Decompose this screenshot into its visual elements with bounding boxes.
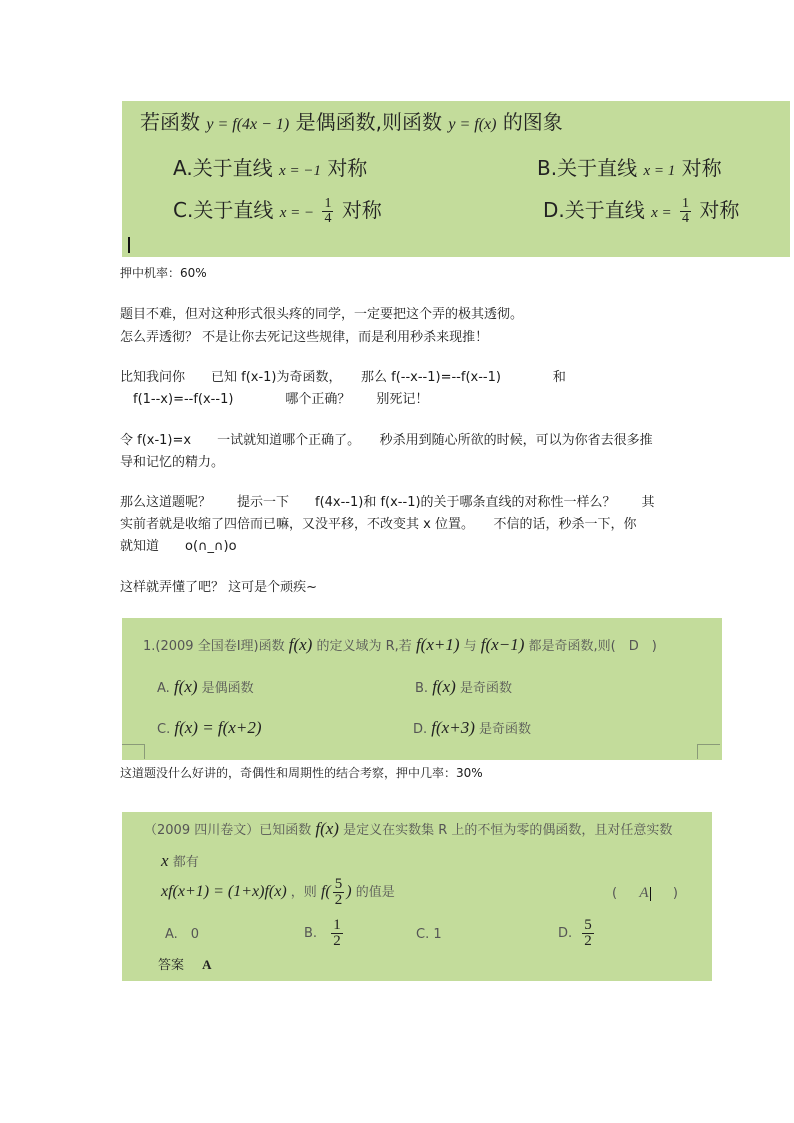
corner-mark-right bbox=[697, 744, 720, 759]
q1-option-c-label: C.关于直线 bbox=[173, 198, 274, 222]
q2-option-b-label: B. bbox=[415, 681, 429, 696]
q3-option-d-fraction bbox=[582, 918, 594, 949]
q1-option-d-post: 对称 bbox=[699, 198, 740, 222]
q2-fx: f(x) bbox=[288, 635, 313, 654]
q1-option-d bbox=[543, 192, 739, 231]
q3-eq: xf(x+1) = (1+x)f(x) bbox=[161, 883, 287, 900]
q3-f-fraction bbox=[333, 877, 345, 908]
q1-stem-expr1: y = f(4x − 1) bbox=[206, 116, 290, 133]
q1-option-d-fraction bbox=[680, 197, 691, 226]
q1-option-b bbox=[537, 154, 722, 185]
note-p4: f(1--x)=--f(x--1) 哪个正确？ 别死记！ bbox=[120, 392, 429, 407]
q1-option-b-expr: x = 1 bbox=[643, 163, 676, 179]
q1-option-b-post: 对称 bbox=[681, 156, 722, 180]
q2-fx1: f(x+1) bbox=[415, 635, 460, 654]
note-p7: 那么这道题呢？ 提示一下 f(4x--1)和 f(x--1)的关于哪条直线的对称性一样么？ 其 bbox=[120, 495, 655, 510]
q2-stem-pre: 1.(2009 全国卷Ⅰ理)函数 bbox=[143, 639, 285, 654]
q1-option-a bbox=[173, 154, 367, 185]
q2-option-a-label: A. bbox=[157, 681, 170, 696]
q1-option-c-den: 4 bbox=[324, 211, 332, 226]
q3-fx: f(x) bbox=[315, 819, 339, 838]
answer-cursor bbox=[650, 887, 651, 901]
q3-option-d-label: D. bbox=[558, 926, 573, 941]
q3-answer-paren bbox=[612, 880, 678, 907]
q3-option-d-den: 2 bbox=[584, 933, 592, 949]
note-p6: 导和记忆的精力。 bbox=[120, 455, 225, 470]
q1-option-d-num: 1 bbox=[682, 196, 690, 211]
q1-option-a-label: A.关于直线 bbox=[173, 156, 273, 180]
q3-line2-post: 都有 bbox=[172, 855, 199, 870]
q2-option-b-post: 是奇函数 bbox=[459, 681, 512, 696]
q2-option-d-post: 是奇函数 bbox=[479, 722, 532, 737]
q1-option-c-num: 1 bbox=[324, 196, 332, 211]
note-p10: 这样就弄懂了吧？ 这可是个顽疾~ bbox=[120, 580, 318, 595]
q2-option-a bbox=[157, 674, 254, 702]
q2-option-c-expr: f(x) = f(x+2) bbox=[174, 718, 262, 737]
q1-option-b-label: B.关于直线 bbox=[537, 156, 638, 180]
q2-option-a-expr: f(x) bbox=[173, 677, 198, 696]
q1-stem-expr2: y = f(x) bbox=[448, 116, 497, 133]
q2-note: 这道题没什么好讲的，奇偶性和周期性的结合考察，押中几率：30% bbox=[120, 766, 483, 780]
q1-option-d-expr: x = bbox=[651, 205, 672, 221]
q3-answer bbox=[158, 952, 212, 979]
prob-1: 押中机率：60% bbox=[120, 266, 207, 280]
q3-option-b-label: B. bbox=[304, 926, 318, 941]
q1-stem-post: 的图象 bbox=[502, 110, 563, 134]
q1-option-a-expr: x = −1 bbox=[279, 163, 321, 179]
note-p9: 就知道 o(∩_∩)o bbox=[120, 539, 237, 554]
q3-f-pre: f( bbox=[320, 883, 331, 900]
question-3-stem bbox=[144, 816, 672, 844]
q3-answer-label: 答案 bbox=[158, 958, 185, 973]
q3-f-num: 5 bbox=[334, 876, 343, 892]
note-p2: 怎么弄透彻？ 不是让你去死记这些规律，而是利用秒杀来现推！ bbox=[120, 330, 489, 345]
q1-option-d-den: 4 bbox=[682, 211, 690, 226]
q3-option-b-num: 1 bbox=[333, 917, 341, 933]
q3-option-c: C. 1 bbox=[416, 927, 442, 942]
question-1-stem bbox=[140, 108, 563, 139]
question-3-equation bbox=[161, 872, 395, 913]
q1-option-c-fraction bbox=[322, 197, 333, 226]
q3-answer-value: A bbox=[202, 957, 212, 972]
q2-stem-and: 与 bbox=[463, 639, 477, 654]
q3-f-post: ) bbox=[346, 883, 352, 900]
q3-eq-post: 的值是 bbox=[355, 885, 395, 900]
corner-mark-left bbox=[122, 744, 145, 759]
question-2-stem bbox=[143, 632, 657, 660]
q2-option-a-post: 是偶函数 bbox=[201, 681, 254, 696]
q3-option-d-num: 5 bbox=[584, 917, 592, 933]
q1-option-c-expr: x = − bbox=[279, 205, 315, 221]
q1-stem-mid: 是偶函数,则函数 bbox=[295, 110, 442, 134]
q2-fx2: f(x−1) bbox=[480, 635, 525, 654]
q1-option-d-label: D.关于直线 bbox=[543, 198, 645, 222]
q3-stem-pre: （2009 四川卷文）已知函数 bbox=[144, 823, 312, 838]
q3-eq-mid: ，则 bbox=[290, 885, 317, 900]
q3-option-b bbox=[304, 912, 345, 956]
q2-stem-post: 都是奇函数,则( D ) bbox=[528, 639, 657, 654]
q3-line2-x: x bbox=[161, 851, 169, 870]
q3-stem-post: 是定义在实数集 R 上的不恒为零的偶函数，且对任意实数 bbox=[343, 823, 673, 838]
note-p3: 比知我问你 已知 f(x-1)为奇函数， 那么 f(--x--1)=--f(x--1) 和 bbox=[120, 370, 566, 385]
q3-answer-in: A bbox=[639, 885, 649, 901]
q1-option-c bbox=[173, 192, 382, 231]
q3-f-den: 2 bbox=[334, 892, 343, 908]
text-cursor bbox=[128, 237, 130, 253]
q1-option-a-post: 对称 bbox=[327, 156, 368, 180]
note-p5: 令 f(x-1)=x 一试就知道哪个正确了。 秒杀用到随心所欲的时候，可以为你省去很多推 bbox=[120, 433, 653, 448]
q3-paren-open: ( bbox=[612, 886, 618, 901]
q3-option-b-den: 2 bbox=[333, 933, 341, 949]
q1-option-c-post: 对称 bbox=[341, 198, 382, 222]
q2-option-c-label: C. bbox=[157, 722, 171, 737]
q2-option-d bbox=[413, 715, 531, 743]
q3-paren-close: ) bbox=[672, 886, 678, 901]
q3-option-d bbox=[558, 912, 596, 956]
q2-option-d-expr: f(x+3) bbox=[431, 718, 475, 737]
q3-option-b-fraction bbox=[331, 918, 343, 949]
q3-option-a: A. 0 bbox=[165, 927, 200, 942]
q2-option-d-label: D. bbox=[413, 722, 428, 737]
q1-stem-pre: 若函数 bbox=[140, 110, 200, 134]
note-p1: 题目不难，但对这种形式很头疼的同学，一定要把这个弄的极其透彻。 bbox=[120, 307, 524, 322]
q2-option-b-expr: f(x) bbox=[432, 677, 456, 696]
q2-option-b bbox=[415, 674, 512, 702]
q2-stem-mid: 的定义域为 R,若 bbox=[316, 639, 412, 654]
note-p8: 实前者就是收缩了四倍而已嘛，又没平移，不改变其 x 位置。 不信的话，秒杀一下，你 bbox=[120, 517, 637, 532]
q2-option-c bbox=[157, 715, 261, 743]
